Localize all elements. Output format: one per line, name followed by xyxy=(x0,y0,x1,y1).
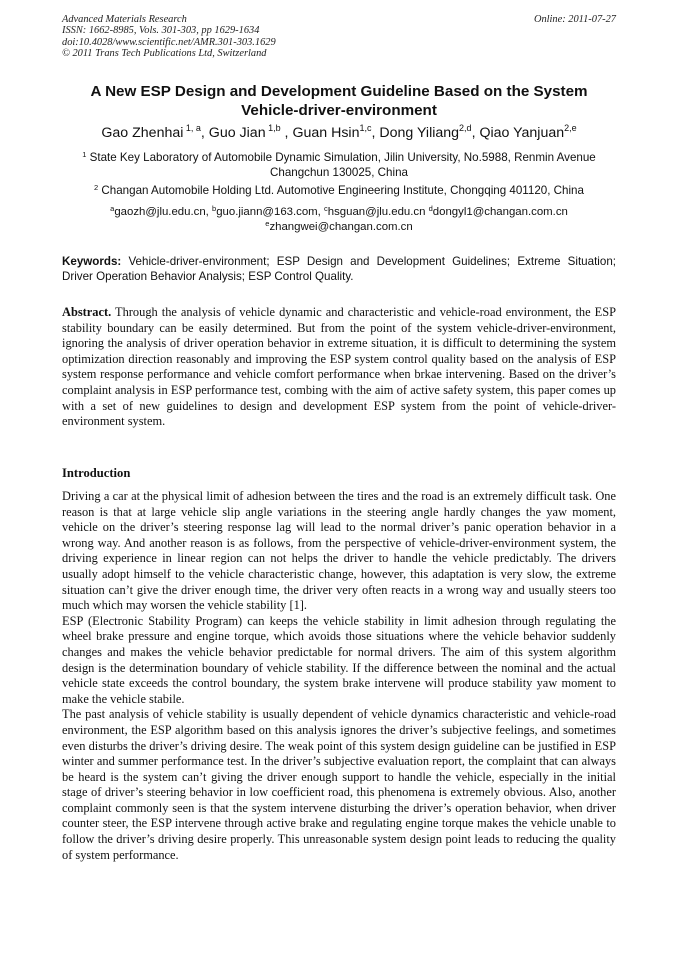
email-mark: d xyxy=(428,204,433,213)
affiliation-number: 1 xyxy=(82,150,87,159)
body-paragraph: The past analysis of vehicle stability is usually dependent of vehicle dynamics characteristic and vehicle-road environment, the ESP algorithm based on this analysis ignores the driver’s subjective feelings, and sometimes even disturbs the driver’s driving desire. The weak point of this system design guideline can be justified in ESP winter and summer performance test. In the driver’s subjective evaluation report, the complaint that can always be heard is the system can’t giving the driver enough support to handle the vehicle, especially in the initial stage of driver’s steering behavior in low coefficient road, this phenomena is extremely obvious. Also, another complaint commonly seen is that the system intervene disturbing the driver’s operation behavior, when driver counter steer, the ESP intervene through active brake and regulating engine torque makes the vehicle unable to follow the driver’s driving desire properly. This unreasonable system design point leads to reducing the quality of system performance. xyxy=(62,707,616,862)
email-address: gaozh@jlu.edu.cn, xyxy=(114,206,213,218)
email-address: guo.jiann@163.com, xyxy=(216,206,325,218)
affiliation-2 xyxy=(62,183,616,198)
author-separator: , xyxy=(280,125,293,141)
introduction-body xyxy=(62,489,616,863)
keywords-label: Keywords: xyxy=(62,255,122,268)
paper-title: A New ESP Design and Development Guideline Based on the System Vehicle-driver-environment xyxy=(90,83,588,119)
author-affiliation-mark: 1, a xyxy=(183,123,201,133)
body-paragraph: ESP (Electronic Stability Program) can keeps the vehicle stability in limit adhesion through regulating the wheel brake pressure and engine torque, which avoids those situations where the vehicle behavior suddenly changes and makes the vehicle behavior predictable for normal drivers. The aim of this system algorithm design is the determination boundary of vehicle stability. If the difference between the nominal and the actual vehicle state exceeds the control boundary, the system brake intervene will produce stability yaw moment to make the vehicle stabile. xyxy=(62,613,616,706)
doi-line: doi:10.4028/www.scientific.net/AMR.301-303.1629 xyxy=(62,36,276,48)
email-mark: a xyxy=(110,204,115,213)
author-affiliation-mark: 2,d xyxy=(459,123,472,133)
online-date: Online: 2011-07-27 xyxy=(533,14,616,25)
journal-name: Advanced Materials Research xyxy=(62,14,187,25)
issn-line: ISSN: 1662-8985, Vols. 301-303, pp 1629-1634 xyxy=(62,25,260,37)
author-name: Guo Jian xyxy=(208,125,266,141)
author-affiliation-mark: 2,e xyxy=(564,123,577,133)
email-list xyxy=(62,205,616,234)
keywords xyxy=(62,254,616,284)
email-address: hsguan@jlu.edu.cn xyxy=(327,206,429,218)
author-separator: , xyxy=(200,125,209,141)
author-name: Guan Hsin xyxy=(292,125,360,141)
author-separator: , xyxy=(371,125,380,141)
copyright-line: © 2011 Trans Tech Publications Ltd, Switzerland xyxy=(62,47,267,59)
author-list xyxy=(40,124,638,142)
author-separator: , xyxy=(471,125,480,141)
email-address: dongyl1@changan.com.cn xyxy=(432,206,568,218)
body-paragraph: Driving a car at the physical limit of adhesion between the tires and the road is an extremely difficult task. One reason is that at large vehicle slip angle variations in the steering angle hardly changes the yaw moment, vehicle on the driver’s steering response lag will lead to the normal driver’s panic operation behavior in a wrong way. And another reason is as follows, from the perspective of vehicle-driver-environment system, the driving experience in linear region can not helps the driver to handle the vehicle predictably. The drivers usually adopt himself to the vehicle characteristic change, however, this adaptation is very slow, the extreme situation can’t give the driver enough time, the driver very often reacts in a wrong way and usually steers too much which may worsen the vehicle stability [1]. xyxy=(62,489,616,613)
affiliation-text: Changan Automobile Holding Ltd. Automotive Engineering Institute, Chongqing 401120, China xyxy=(98,184,584,197)
abstract xyxy=(62,305,616,430)
journal-header xyxy=(62,14,616,59)
author-affiliation-mark: 1,c xyxy=(359,123,372,133)
affiliation-number: 2 xyxy=(94,183,99,192)
abstract-label: Abstract. xyxy=(62,305,112,319)
abstract-text: Through the analysis of vehicle dynamic and characteristic and vehicle-road environment, the ESP stability boundary can be easily determined. But from the point of the system vehicle-driver-environment, ignoring the analysis of driver operation behavior in extreme situation, it is difficult to determining the system optimization direction reasonably and improving the ESP system control quality based on the analysis of ESP system response performance and vehicle comfort performance when brkae intervening. Based on the driver’s complaint analysis in ESP performance test, combing with the aim of active safety system, this paper comes up with a set of new guidelines to design and development ESP system from the point of vehicle-driver-environment system. xyxy=(62,305,616,429)
keywords-text: Vehicle-driver-environment; ESP Design and Development Guidelines; Extreme Situation; Driver Operation Behavior Analysis; ESP Control Quality. xyxy=(62,255,616,283)
affiliation-text: State Key Laboratory of Automobile Dynamic Simulation, Jilin University, No.5988, Renmin Avenue Changchun 130025, China xyxy=(86,151,596,179)
email-mark: c xyxy=(324,204,328,213)
author-name: Dong Yiliang xyxy=(379,125,460,141)
email-mark: e xyxy=(265,218,270,228)
email-mark: b xyxy=(212,204,217,213)
author-affiliation-mark: 1,b xyxy=(265,123,281,133)
section-heading: Introduction xyxy=(62,466,131,480)
affiliation-1 xyxy=(62,150,616,180)
author-name: Qiao Yanjuan xyxy=(479,125,565,141)
email-address: zhangwei@changan.com.cn xyxy=(269,220,413,233)
author-name: Gao Zhenhai xyxy=(101,125,184,141)
